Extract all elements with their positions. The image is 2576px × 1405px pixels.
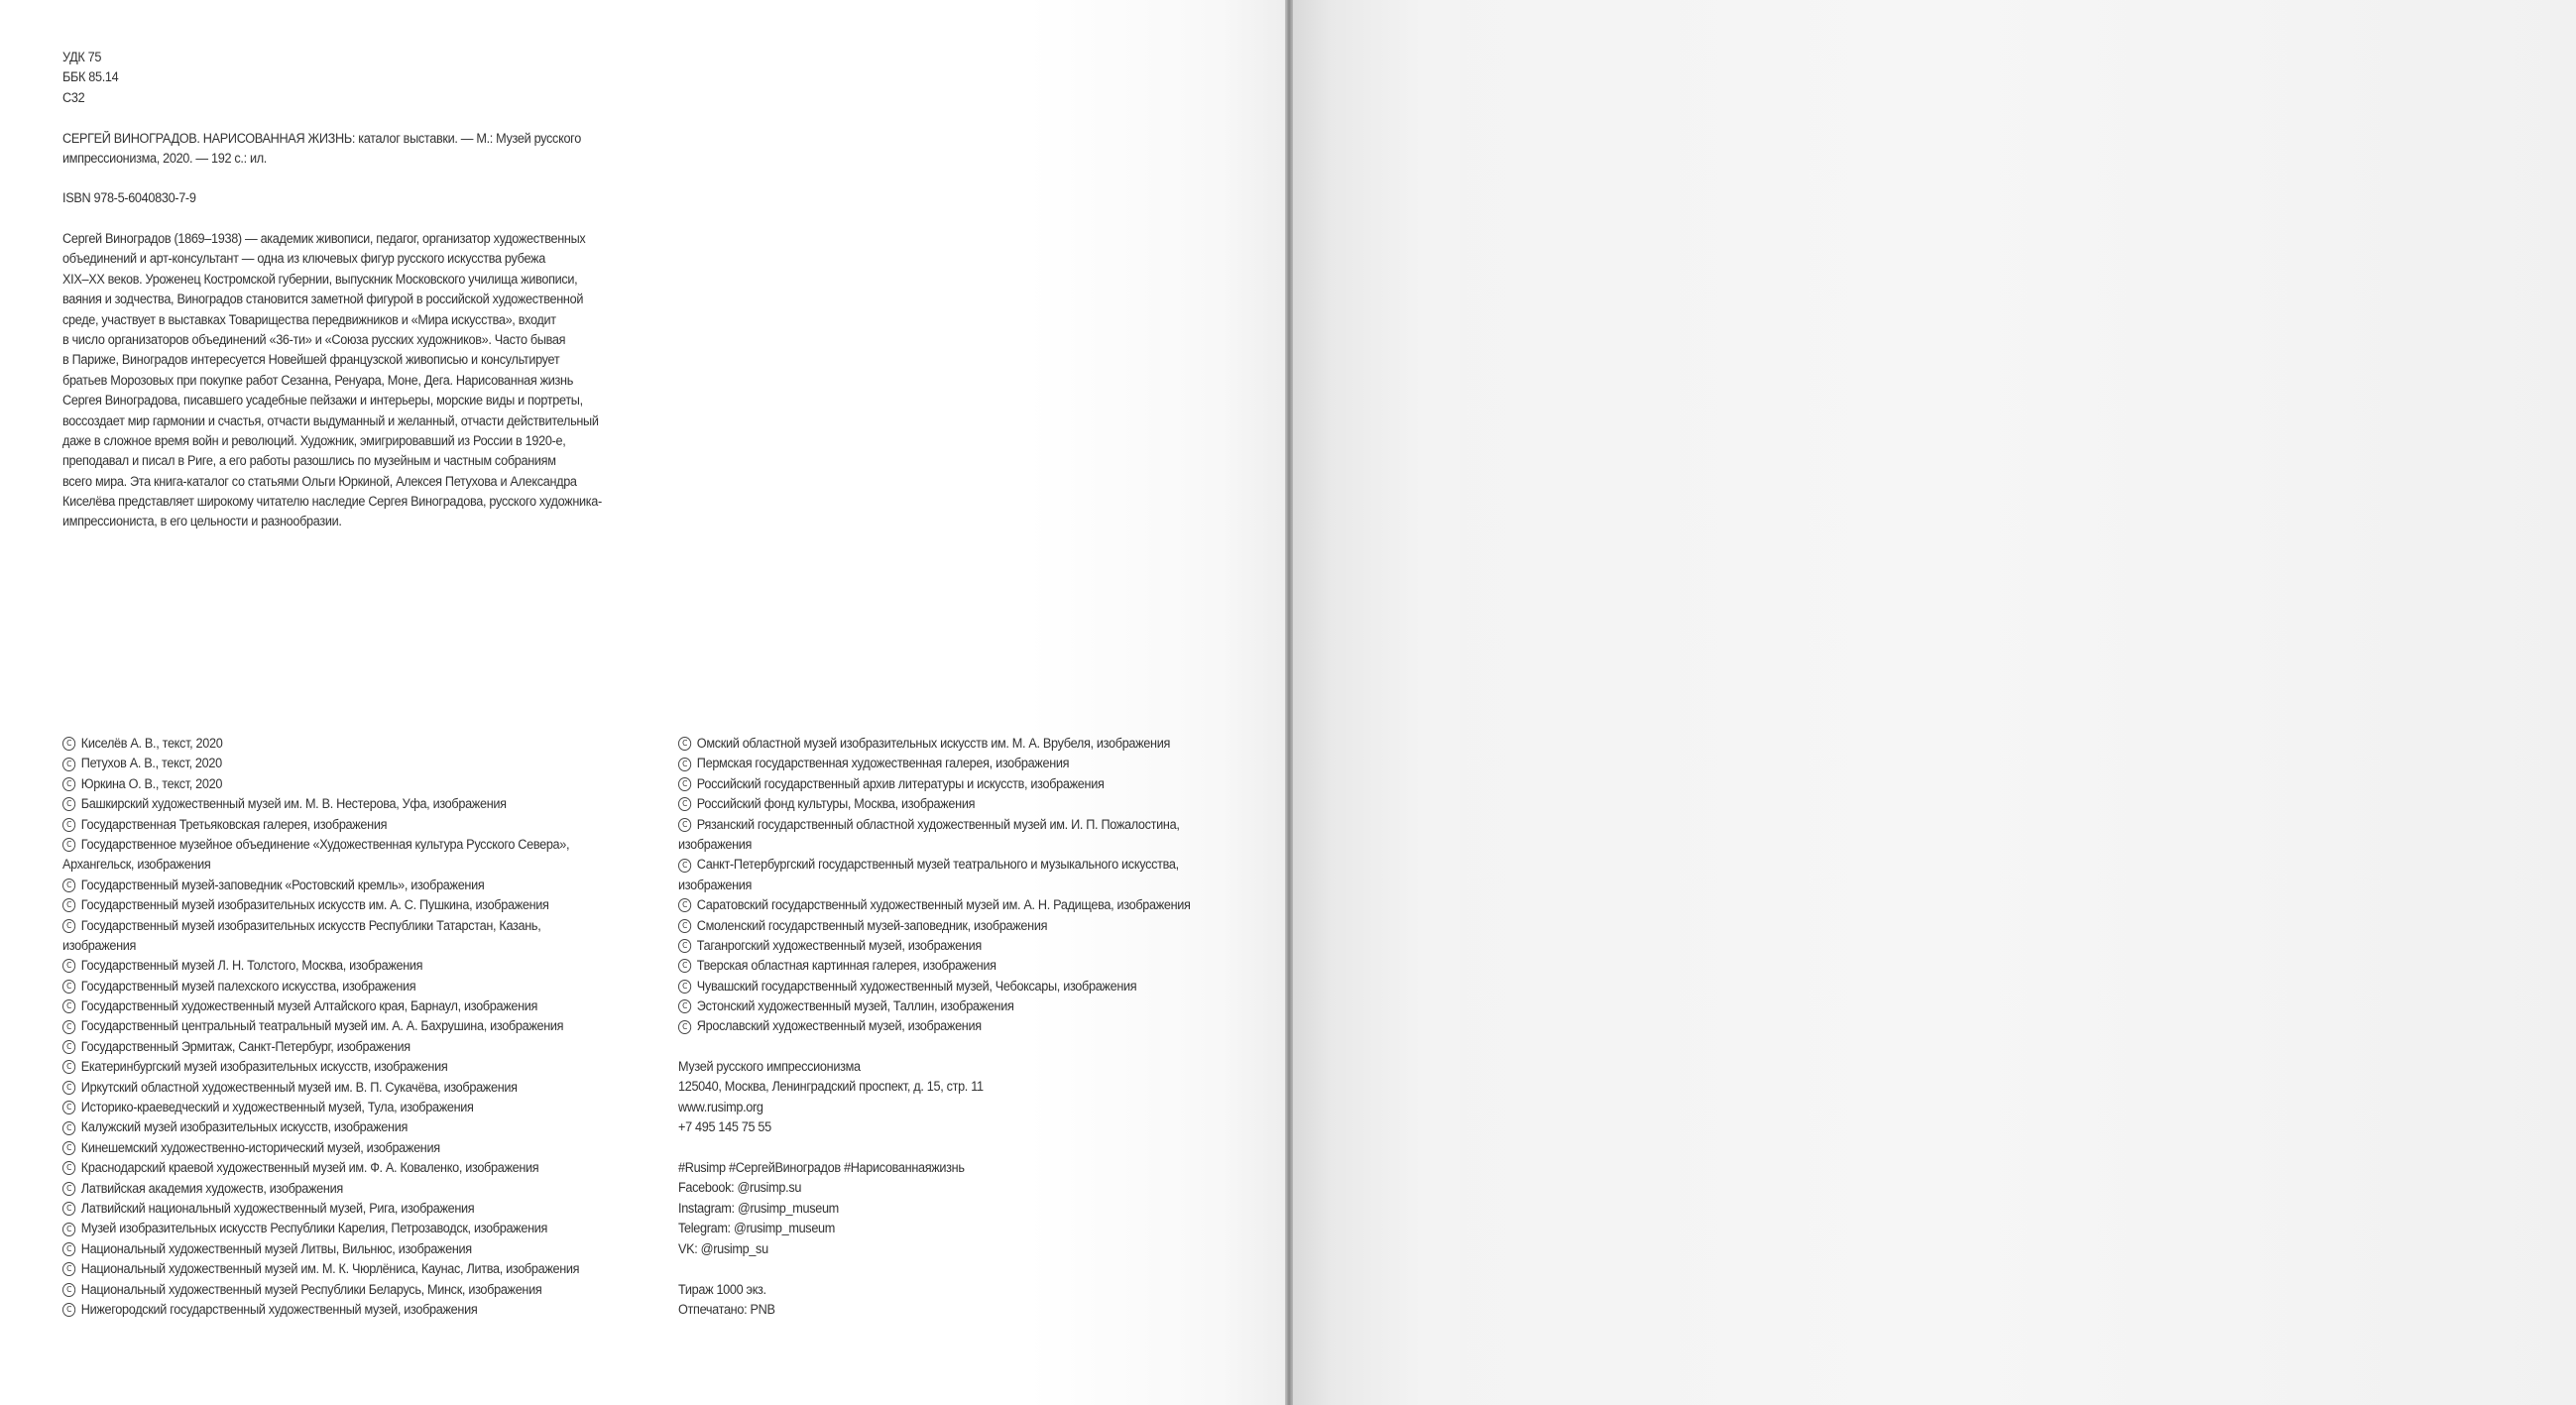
udk-code: УДК 75 [62,50,102,64]
copyright-holder: Санкт-Петербургский государственный музей театрального и музыкального искусства, [696,857,1179,873]
copyright-entry [62,734,579,754]
copyright-entry [62,876,579,895]
copyright-list-left [62,734,579,1320]
bibliographic-description [62,129,581,170]
copyright-icon: C [678,859,691,873]
telegram-handle: Telegram: @rusimp_museum [678,1221,836,1236]
copyright-icon: C [62,1161,75,1175]
copyright-entry [678,895,1191,915]
copyright-entry [62,1239,579,1259]
publisher-website: www.rusimp.org [678,1099,763,1114]
copyright-holder: Российский фонд культуры, Москва, изображения [696,796,976,812]
copyright-entry [678,977,1191,996]
copyright-holder: Юркина О. В., текст, 2020 [80,775,223,791]
copyright-icon: C [678,939,691,953]
print-info [678,1280,775,1321]
copyright-icon: C [62,1141,75,1155]
copyright-holder: Государственный музей палехского искусства, изображения [80,978,416,994]
copyright-holder: Латвийский национальный художественный музей, Рига, изображения [80,1200,475,1216]
copyright-holder: Смоленский государственный музей-заповедник, изображения [696,917,1048,933]
copyright-holder: Кинешемский художественно-исторический музей, изображения [80,1139,440,1155]
copyright-icon: C [678,1020,691,1034]
instagram-handle: Instagram: @rusimp_museum [678,1200,839,1216]
copyright-icon: C [62,1040,75,1054]
vk-handle: VK: @rusimp_su [678,1240,768,1256]
copyright-entry [678,996,1191,1016]
copyright-icon: C [62,959,75,973]
copyright-icon: C [678,777,691,791]
copyright-entry [678,815,1191,835]
copyright-entry [62,1138,579,1158]
copyright-entry [678,1016,1191,1036]
copyright-entry [62,1219,579,1238]
copyright-entry [62,1117,579,1137]
copyright-icon: C [62,797,75,811]
book-spine [1285,0,1293,1405]
copyright-icon: C [678,959,691,973]
bibliography-line: СЕРГЕЙ ВИНОГРАДОВ. НАРИСОВАННАЯ ЖИЗНЬ: каталог выставки. — М.: Музей русского [62,131,581,146]
copyright-entry [62,835,579,855]
author-mark: С32 [62,89,85,105]
copyright-icon: C [62,1182,75,1196]
copyright-holder: Государственный Эрмитаж, Санкт-Петербург, изображения [80,1038,410,1054]
copyright-holder: Саратовский государственный художественный музей им. А. Н. Радищева, изображения [696,897,1191,913]
copyright-icon: C [62,777,75,791]
copyright-holder: Таганрогский художественный музей, изображения [696,937,982,953]
copyright-entry [62,774,579,794]
copyright-holder: Историко-краеведческий и художественный музей, Тула, изображения [80,1100,474,1115]
copyright-holder: Рязанский государственный областной художественный музей им. И. П. Пожалостина, [696,816,1180,832]
copyright-entry-continuation: Архангельск, изображения [62,857,211,873]
copyright-entry [678,855,1191,875]
copyright-holder: Эстонский художественный музей, Таллин, изображения [696,998,1014,1014]
copyright-holder: Екатеринбургский музей изобразительных искусств, изображения [80,1059,448,1075]
copyright-icon: C [678,919,691,933]
social-links [678,1158,965,1259]
copyright-icon: C [62,737,75,751]
copyright-holder: Калужский музей изобразительных искусств, изображения [80,1119,408,1135]
facebook-handle: Facebook: @rusimp.su [678,1180,802,1196]
publisher-name: Музей русского импрессионизма [678,1059,861,1074]
copyright-icon: C [62,758,75,771]
annotation-line: Киселёва представляет широкому читателю наследие Сергея Виноградова, русского художника- [62,494,602,510]
copyright-entry [62,996,579,1016]
circulation: Тираж 1000 экз. [678,1282,766,1297]
right-page-blank [1293,0,2576,1405]
annotation-line: Сергея Виноградова, писавшего усадебные пейзажи и интерьеры, морские виды и портреты, [62,393,583,409]
copyright-icon: C [678,797,691,811]
copyright-icon: C [678,758,691,771]
copyright-icon: C [62,1020,75,1034]
copyright-holder: Пермская государственная художественная галерея, изображения [696,756,1070,771]
copyright-icon: C [62,1060,75,1074]
copyright-icon: C [62,1101,75,1114]
copyright-holder: Государственный центральный театральный музей им. А. А. Бахрушина, изображения [80,1018,564,1034]
copyright-entry [62,1280,579,1300]
copyright-icon: C [678,999,691,1013]
copyright-icon: C [678,980,691,994]
copyright-entry [62,1078,579,1098]
copyright-entry-continuation: изображения [678,836,753,852]
annotation-line: объединений и арт-консультант — одна из ключевых фигур русского искусства рубежа [62,251,545,267]
copyright-holder: Государственный музей изобразительных искусств им. А. С. Пушкина, изображения [80,897,549,913]
copyright-holder: Национальный художественный музей им. М. К. Чюрлёниса, Каунас, Литва, изображения [80,1261,580,1277]
bbk-code: ББК 85.14 [62,69,119,85]
copyright-icon: C [62,1262,75,1276]
copyright-holder: Чувашский государственный художественный музей, Чебоксары, изображения [696,978,1137,994]
copyright-holder: Краснодарский краевой художественный музей им. Ф. А. Коваленко, изображения [80,1160,539,1176]
copyright-entry [62,1300,579,1320]
copyright-icon: C [62,838,75,852]
annotation-line: XIX–XX веков. Уроженец Костромской губернии, выпускник Московского училища живописи, [62,271,578,287]
copyright-icon: C [62,878,75,892]
printed-by: Отпечатано: PNB [678,1302,775,1318]
copyright-list-right [678,734,1191,1037]
annotation-line: воссоздает мир гармонии и счастья, отчасти выдуманный и желанный, отчасти действительный [62,412,599,428]
copyright-entry [62,1179,579,1199]
copyright-entry [62,1016,579,1036]
classification-codes [62,48,118,108]
copyright-entry [62,916,579,936]
copyright-holder: Российский государственный архив литературы и искусств, изображения [696,775,1105,791]
copyright-holder: Национальный художественный музей Республики Беларусь, Минск, изображения [80,1281,542,1297]
copyright-holder: Иркутский областной художественный музей им. В. П. Сукачёва, изображения [80,1079,518,1095]
publisher-address: 125040, Москва, Ленинградский проспект, д. 15, стр. 11 [678,1079,984,1095]
copyright-icon: C [62,1223,75,1236]
annotation-line: в Париже, Виноградов интересуется Новейшей французской живописью и консультирует [62,352,560,368]
bibliography-line: импрессионизма, 2020. — 192 с.: ил. [62,151,268,167]
copyright-icon: C [62,1303,75,1317]
copyright-holder: Петухов А. В., текст, 2020 [80,756,222,771]
copyright-holder: Государственный музей-заповедник «Ростовский кремль», изображения [80,877,485,892]
copyright-entry [678,916,1191,936]
copyright-holder: Башкирский художественный музей им. М. В. Нестерова, Уфа, изображения [80,796,507,812]
copyright-holder: Нижегородский государственный художественный музей, изображения [80,1301,478,1317]
copyright-holder: Тверская областная картинная галерея, изображения [696,958,996,974]
annotation-line: Сергей Виноградов (1869–1938) — академик живописи, педагог, организатор художественных [62,231,586,246]
copyright-icon: C [62,1081,75,1095]
copyright-icon: C [62,1202,75,1216]
copyright-icon: C [678,818,691,832]
copyright-icon: C [62,1242,75,1256]
copyright-entry [678,936,1191,956]
copyright-entry [678,794,1191,814]
copyright-holder: Киселёв А. В., текст, 2020 [80,736,223,751]
copyright-entry-continuation: изображения [678,877,753,892]
annotation-line: импрессиониста, в его цельности и разнообразии. [62,514,342,529]
copyright-entry [62,794,579,814]
annotation-line: среде, участвует в выставках Товарищества передвижников и «Мира искусства», входит [62,311,556,327]
publisher-info [678,1057,984,1138]
copyright-entry [62,815,579,835]
copyright-entry [62,754,579,773]
copyright-entry [678,774,1191,794]
copyright-icon: C [62,919,75,933]
copyright-entry [62,1098,579,1117]
annotation-line: всего мира. Эта книга-каталог со статьями Ольги Юркиной, Алексея Петухова и Александра [62,473,577,489]
copyright-icon: C [62,898,75,912]
annotation-line: ваяния и зодчества, Виноградов становится заметной фигурой в российской художественной [62,292,584,307]
annotation [62,229,602,532]
copyright-icon: C [62,999,75,1013]
copyright-holder: Государственная Третьяковская галерея, изображения [80,816,388,832]
annotation-line: в число организаторов объединений «36-ти» и «Союза русских художников». Часто бывая [62,331,566,347]
annotation-line: преподавал и писал в Риге, а его работы разошлись по музейным и частным собраниям [62,453,556,469]
copyright-entry [62,1057,579,1077]
copyright-holder: Латвийская академия художеств, изображения [80,1180,343,1196]
copyright-entry [62,977,579,996]
copyright-holder: Государственное музейное объединение «Художественная культура Русского Севера», [80,836,570,852]
copyright-holder: Ярославский художественный музей, изображения [696,1018,982,1034]
copyright-holder: Государственный музей изобразительных искусств Республики Татарстан, Казань, [80,917,541,933]
publisher-phone: +7 495 145 75 55 [678,1119,771,1135]
copyright-icon: C [62,1283,75,1297]
copyright-icon: C [62,980,75,994]
copyright-holder: Национальный художественный музей Литвы, Вильнюс, изображения [80,1240,472,1256]
copyright-entry [62,895,579,915]
annotation-line: братьев Морозовых при покупке работ Сезанна, Ренуара, Моне, Дега. Нарисованная жизнь [62,372,573,388]
copyright-holder: Омский областной музей изобразительных искусств им. М. А. Врубеля, изображения [696,736,1171,751]
copyright-entry-continuation: изображения [62,937,137,953]
annotation-line: даже в сложное время войн и революций. Художник, эмигрировавший из России в 1920-е, [62,432,566,448]
copyright-holder: Государственный художественный музей Алтайского края, Барнаул, изображения [80,998,538,1014]
copyright-icon: C [62,818,75,832]
copyright-entry [62,1199,579,1219]
isbn: ISBN 978-5-6040830-7-9 [62,190,196,205]
copyright-icon: C [678,737,691,751]
copyright-holder: Музей изобразительных искусств Республики Карелия, Петрозаводск, изображения [80,1221,548,1236]
copyright-entry [62,956,579,976]
copyright-entry [678,754,1191,773]
hashtags: #Rusimp #СергейВиноградов #Нарисованнаяжизнь [678,1160,965,1175]
copyright-icon: C [62,1121,75,1135]
copyright-icon: C [678,898,691,912]
copyright-entry [678,956,1191,976]
copyright-entry [62,1158,579,1178]
copyright-entry [62,1037,579,1057]
copyright-entry [62,1259,579,1279]
copyright-holder: Государственный музей Л. Н. Толстого, Москва, изображения [80,958,423,974]
copyright-entry [678,734,1191,754]
